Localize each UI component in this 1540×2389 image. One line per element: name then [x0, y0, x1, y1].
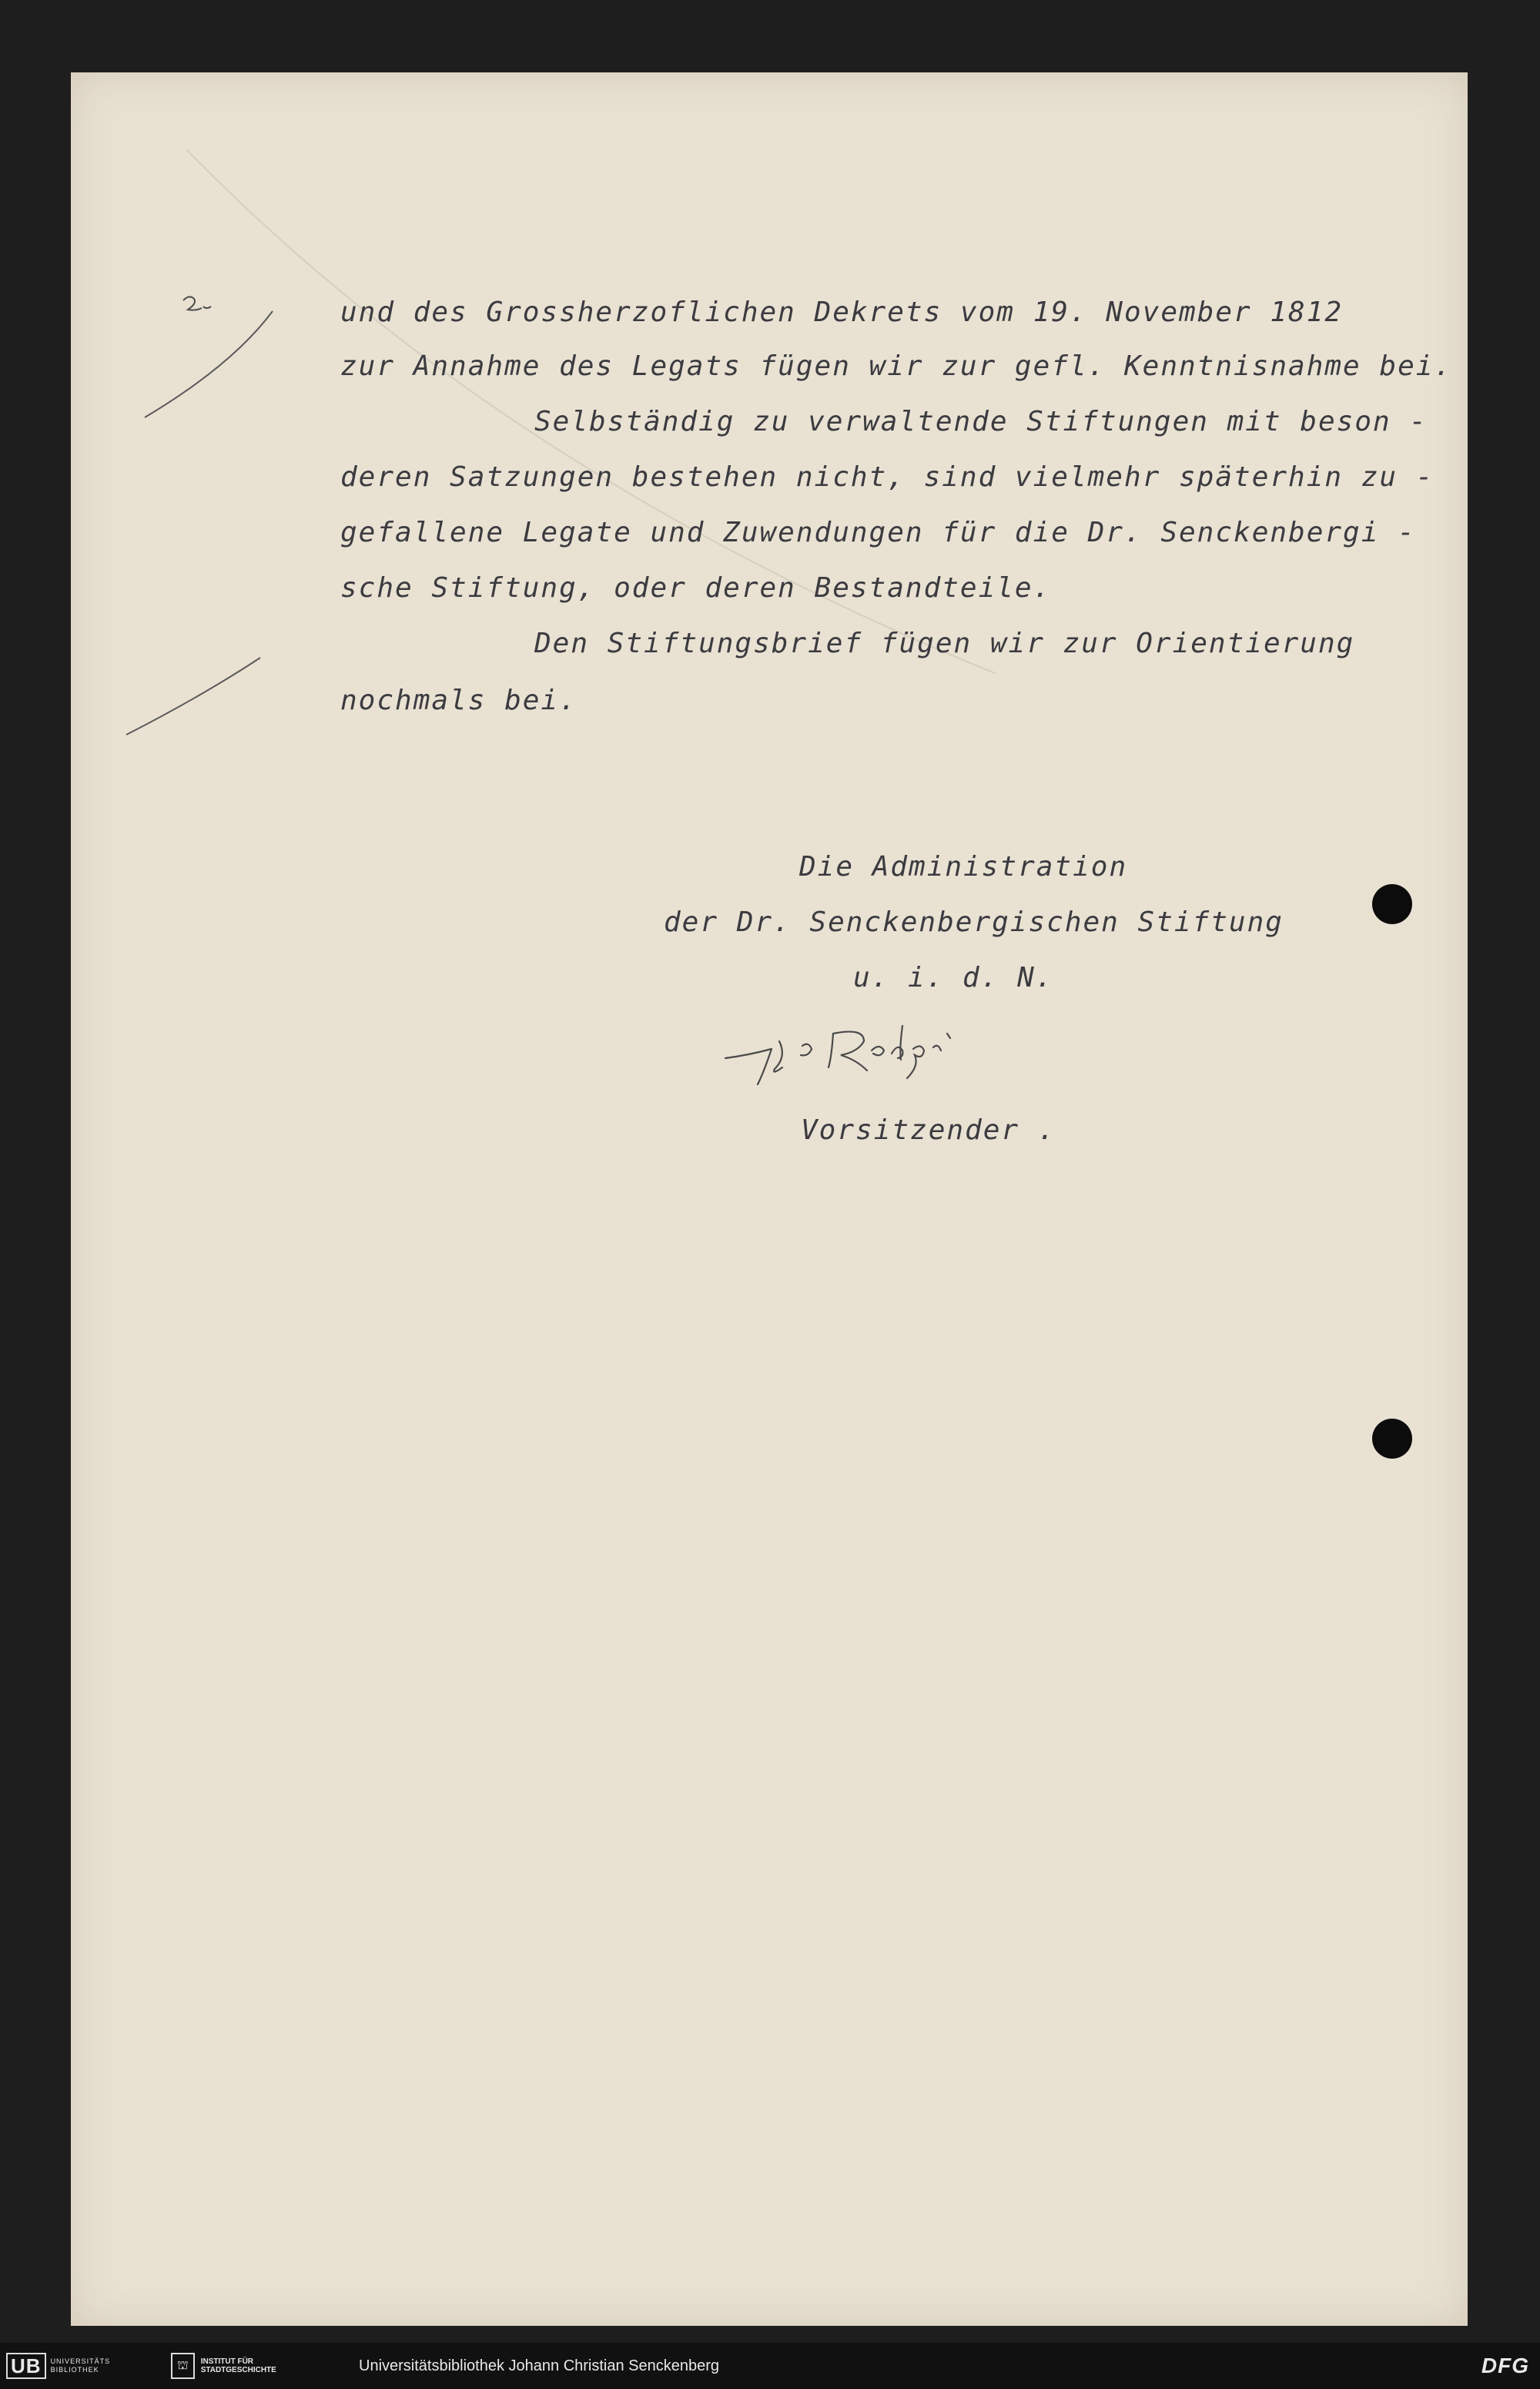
handwritten-signature [718, 1010, 972, 1095]
signature-role: Vorsitzender . [801, 1114, 1056, 1146]
margin-number-2 [183, 297, 211, 310]
dfg-logo: DFG [1481, 2354, 1529, 2377]
margin-slash-1 [145, 311, 273, 417]
ub-logo-mark: UB [6, 2353, 46, 2379]
document-page [71, 72, 1468, 2326]
closing-line-2: der Dr. Senckenbergischen Stiftung [664, 906, 1284, 938]
isg-logo-mark: ⛫ [171, 2353, 195, 2379]
ub-logo-text: UNIVERSITÄTS BIBLIOTHEK [50, 2357, 111, 2374]
isg-logo-text: INSTITUT FÜR STADTGESCHICHTE [200, 2357, 276, 2374]
punch-hole-upper [1372, 884, 1412, 924]
letter-line-5: gefallene Legate und Zuwendungen für die Dr. Senckenbergi - [340, 517, 1416, 548]
isg-logo [171, 2352, 325, 2380]
letter-line-8: nochmals bei. [340, 685, 578, 716]
closing-line-1: Die Administration [799, 851, 1128, 883]
ub-logo [6, 2352, 160, 2380]
footer-label: Universitätsbibliothek Johann Christian Senckenberg [359, 2357, 720, 2374]
letter-line-7: Den Stiftungsbrief fügen wir zur Orientierung [534, 628, 1355, 659]
letter-line-2: zur Annahme des Legats fügen wir zur gefl. Kenntnisnahme bei. [340, 350, 1453, 382]
margin-slash-2 [126, 658, 260, 735]
letter-line-1: und des Grossherzoflichen Dekrets vom 19. November 1812 [340, 297, 1344, 328]
closing-line-3: u. i. d. N. [853, 962, 1054, 993]
letter-line-4: deren Satzungen bestehen nicht, sind vielmehr späterhin zu - [340, 461, 1435, 493]
letter-line-3: Selbständig zu verwaltende Stiftungen mit beson - [534, 406, 1428, 437]
viewer-footer [0, 2343, 1540, 2389]
punch-hole-lower [1372, 1419, 1412, 1459]
letter-line-6: sche Stiftung, oder deren Bestandteile. [340, 572, 1052, 604]
